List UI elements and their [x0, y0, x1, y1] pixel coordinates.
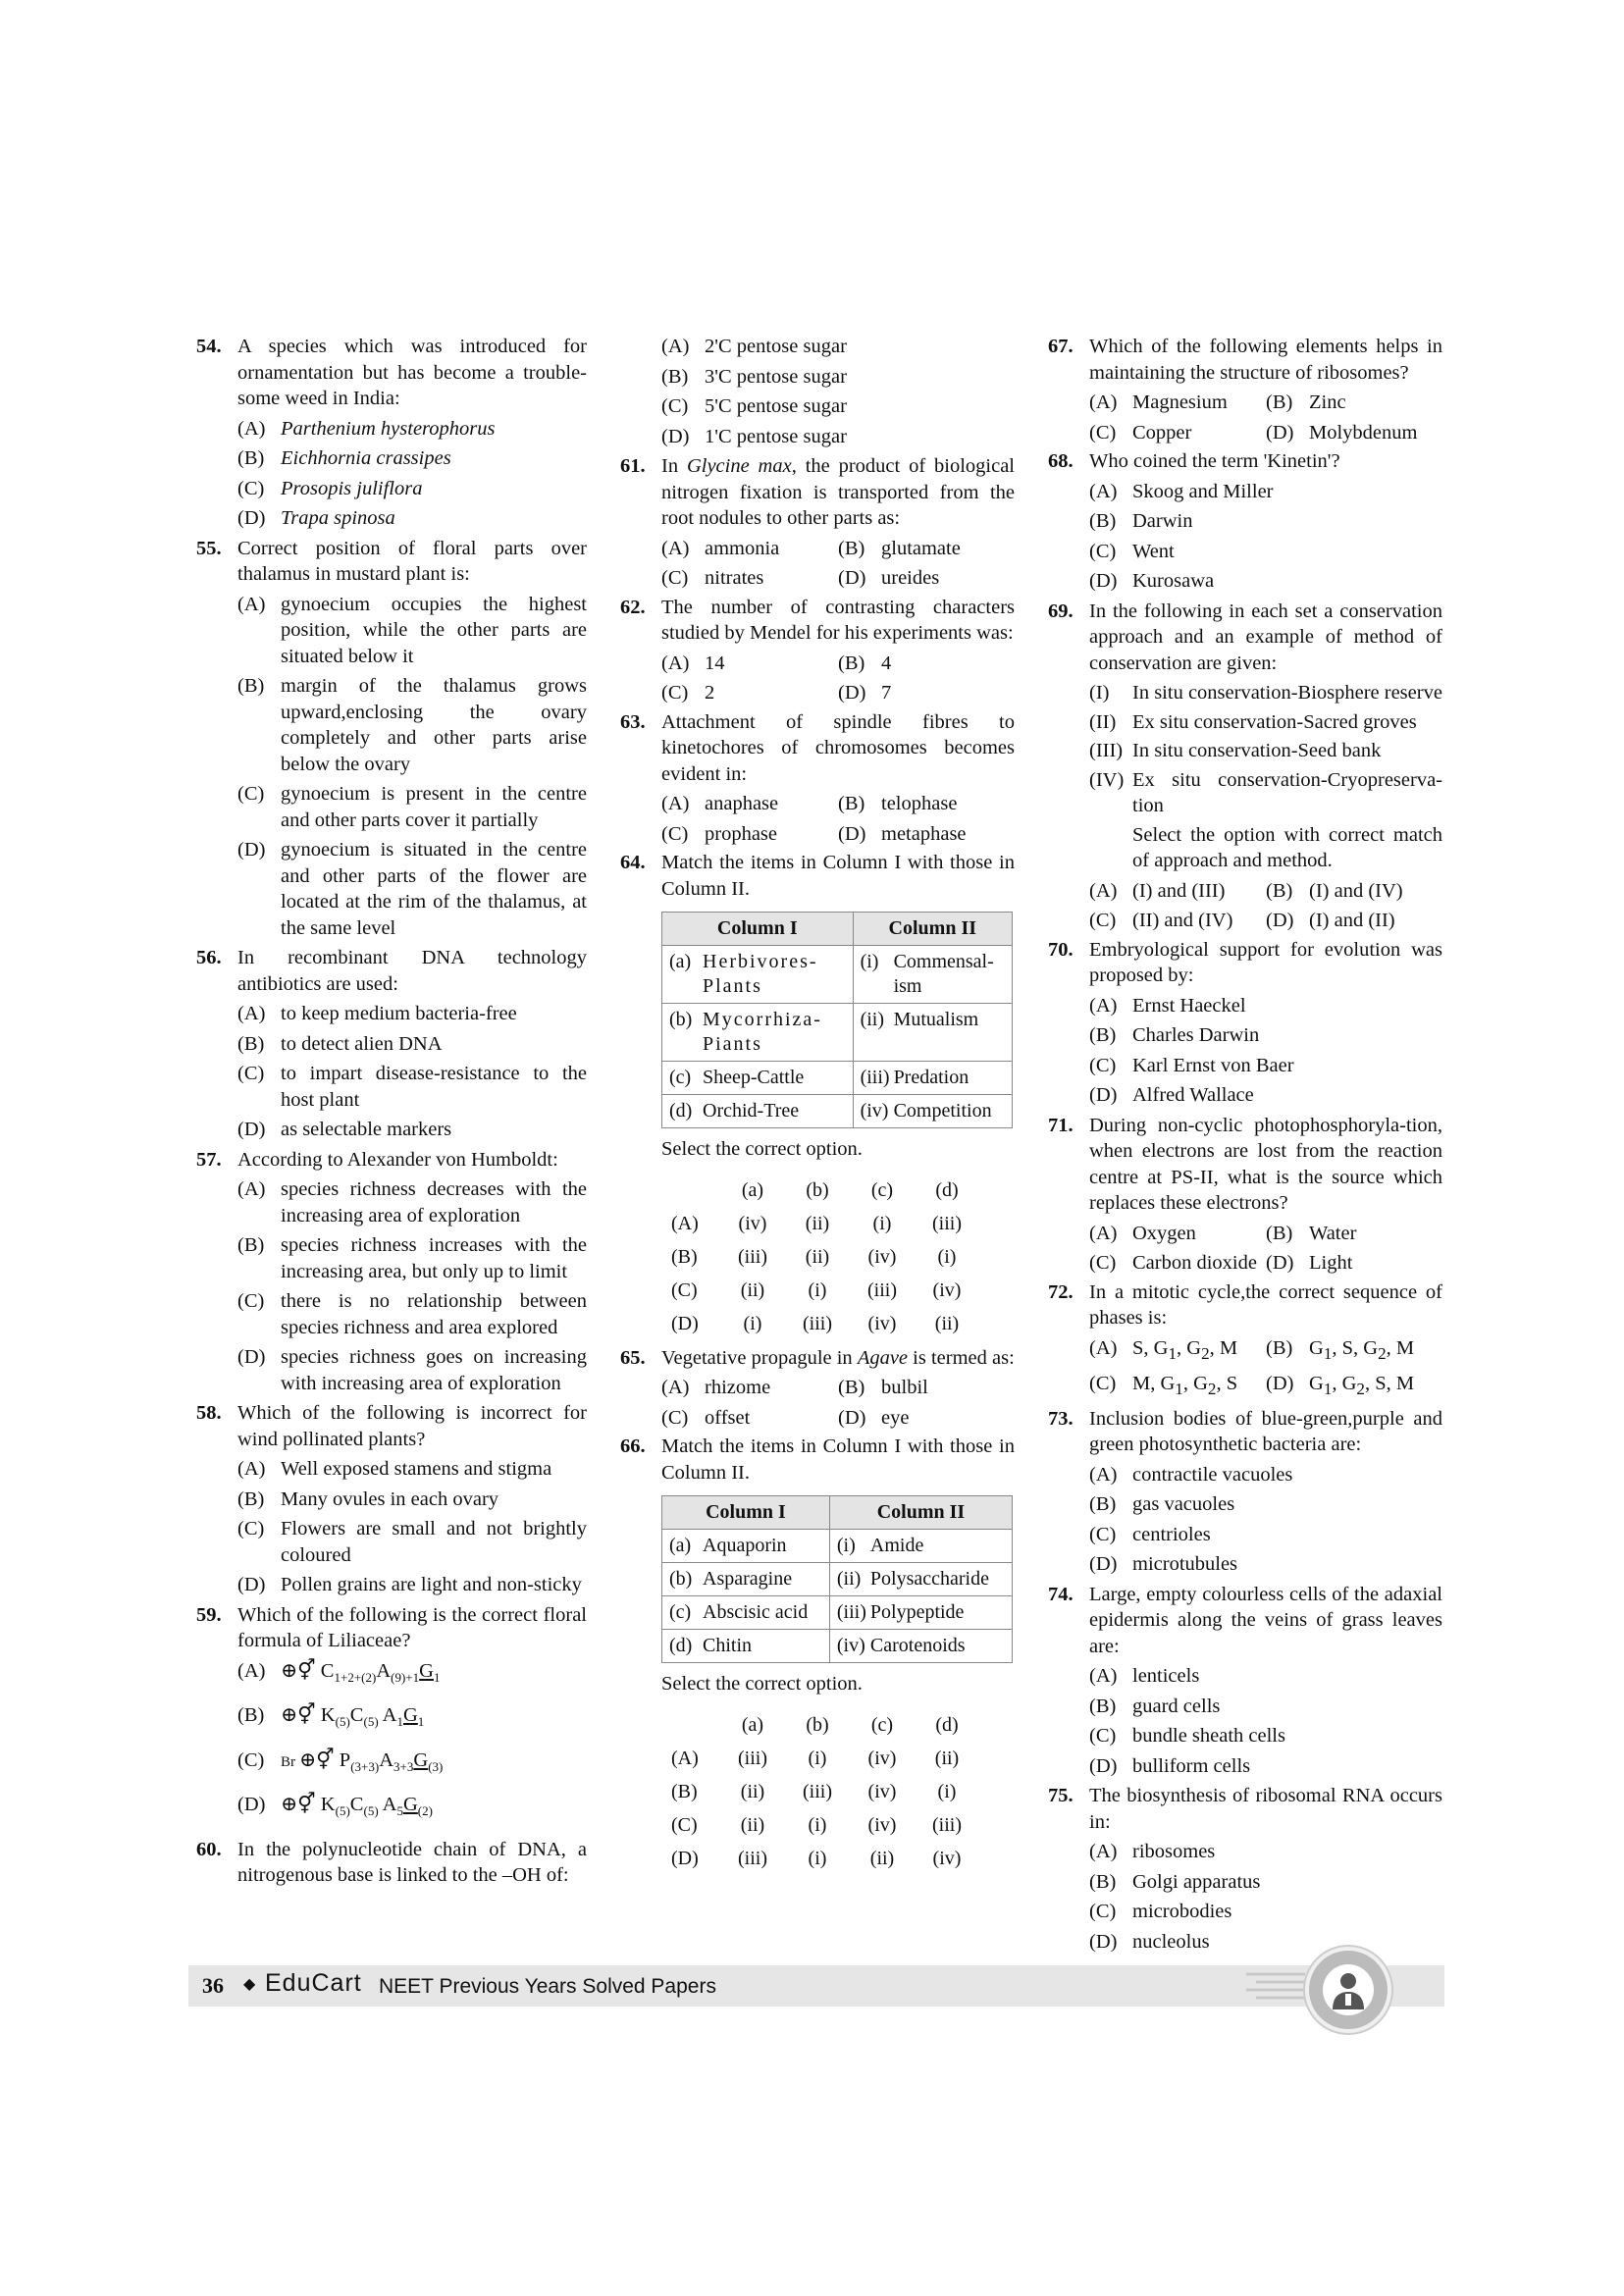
option-d: (D) 7: [838, 682, 892, 704]
question-number: 62.: [620, 596, 646, 618]
question-number: 72.: [1048, 1280, 1074, 1303]
question-text: During non-cyclic photophosphoryla-tion, when electrons are lost from the reaction centre at PS-II, what is the source which replaces these electrons?: [1089, 1114, 1442, 1214]
option-c: (C) Copper: [1089, 421, 1192, 444]
floral-formula: ⊕⚥ $C_{1+2+(2)}A_{(9)+1}G_1$: [281, 1659, 441, 1685]
answer-row: (B) (ii) (iii) (iv) (i): [671, 1781, 957, 1803]
table-row: (d) Chitin (iv) Carotenoids: [662, 1630, 1013, 1663]
option-d: (D) eye: [838, 1406, 910, 1429]
option-a: (A) Skoog and Miller: [1089, 480, 1274, 502]
question-67: [1048, 334, 1442, 445]
option-a: (A) gynoecium occupies the highest position, while the other parts are situated below it: [237, 593, 587, 667]
question-75: [1048, 1783, 1442, 1955]
table-row: (c) Abscisic acid (iii) Polypeptide: [662, 1596, 1013, 1630]
statement-ii: (II) Ex situ conservation-Sacred groves: [1089, 710, 1417, 733]
option-d: (D) bulliform cells: [1089, 1754, 1251, 1777]
question-number: 71.: [1048, 1114, 1074, 1136]
option-d: (D) microtubules: [1089, 1553, 1238, 1576]
table-row: (d) Orchid-Tree (iv) Competition: [662, 1095, 1013, 1128]
option-c: (C) to impart disease-resistance to the host plant: [237, 1063, 587, 1111]
answer-row: (D) (iii) (i) (ii) (iv): [671, 1848, 962, 1870]
question-68: [1048, 448, 1442, 595]
question-62: [620, 595, 1015, 706]
option-c: (C) centrioles: [1089, 1523, 1211, 1545]
question-57: [196, 1147, 587, 1397]
question-text: Match the items in Column I with those in Column II.: [661, 852, 1015, 900]
stripes-decoration: [1246, 1968, 1305, 2004]
question-text: In a mitotic cycle,the correct sequence of phases is:: [1089, 1280, 1442, 1329]
question-60-options: [661, 334, 1015, 449]
question-74: [1048, 1582, 1442, 1780]
option-b: (B) 4: [838, 652, 892, 674]
option-a: (A) ⊕⚥ $C_{1+2+(2)}A_{(9)+1}G_1$: [237, 1658, 587, 1692]
option-c: (C) (II) and (IV): [1089, 910, 1233, 931]
select-instruction: Select the correct option.: [661, 1138, 863, 1160]
option-b: (B) Water: [1266, 1222, 1357, 1244]
option-d: (D) as selectable markers: [237, 1119, 452, 1140]
answer-grid: (a) (b) (c) (d) (A) (iv) (ii) (i) (iii) (B) (iii) (ii) (iv) (i) (C) (ii) (i) (iii) (iv) (D) (i) (iii) (iv) (ii): [671, 1174, 979, 1341]
option-c: (C) Went: [1089, 540, 1175, 562]
statement-iv: (IV) Ex situ conservation-Cryopreserva-tion: [1089, 768, 1442, 816]
question-number: 67.: [1048, 336, 1074, 357]
option-c: (C) offset: [661, 1406, 751, 1429]
option-a: (A) S, $G_1$, $G_2$, M: [1089, 1336, 1238, 1363]
option-d: (D) species richness goes on increasing with increasing area of exploration: [237, 1346, 587, 1394]
question-number: 59.: [196, 1603, 222, 1626]
statement-i: (I) In situ conservation-Biosphere reserve: [1089, 682, 1442, 704]
option-d: (D) Alfred Wallace: [1089, 1084, 1254, 1106]
page-number: 36: [202, 1973, 224, 1998]
table-row: (b) Asparagine (ii) Polysaccharide: [662, 1563, 1013, 1596]
answer-row: (B) (iii) (ii) (iv) (i): [671, 1246, 957, 1269]
column-middle: [620, 334, 1015, 1879]
match-table: [661, 1495, 1013, 1663]
floral-formula: Br ⊕⚥ $P_{(3+3)}A_{3+3}G_{(3)}$: [281, 1748, 444, 1774]
floral-formula: ⊕⚥ $K_{(5)}C_{(5)}$ $A_5G_{(2)}$: [281, 1794, 433, 1819]
option-b: (B) Darwin: [1089, 510, 1193, 532]
question-number: 66.: [620, 1435, 646, 1457]
question-number: 60.: [196, 1838, 222, 1860]
option-a: (A) rhizome: [661, 1377, 771, 1398]
question-number: 64.: [620, 852, 646, 873]
question-text: Large, empty colourless cells of the adaxial epidermis along the veins of grass leaves are:: [1089, 1583, 1442, 1657]
select-instruction: Select the correct option.: [661, 1673, 863, 1695]
answer-grid: (a) (b) (c) (d) (A) (iii) (i) (iv) (ii) (B) (ii) (iii) (iv) (i) (C) (ii) (i) (iv) (iii) (D) (iii) (i) (ii) (iv): [671, 1709, 979, 1876]
question-text: Which of the following elements helps in maintaining the structure of ribosomes?: [1089, 336, 1442, 384]
table-row: (b) Mycorrhiza-Piants (ii) Mutualism: [662, 1004, 1013, 1062]
question-text: Match the items in Column I with those in Column II.: [661, 1435, 1015, 1484]
question-number: 75.: [1048, 1785, 1074, 1807]
brand-logo: EduCart: [265, 1969, 362, 1997]
option-d: (D) Pollen grains are light and non-sticky: [237, 1574, 582, 1595]
question-number: 68.: [1048, 450, 1074, 472]
option-a: (A) ammonia: [661, 537, 780, 559]
option-b: (B) to detect alien DNA: [237, 1032, 443, 1055]
question-number: 65.: [620, 1346, 646, 1369]
option-b: (B) telophase: [838, 793, 958, 814]
option-a: (A) Oxygen: [1089, 1222, 1196, 1244]
option-c: (C) M, $G_1$, $G_2$, S: [1089, 1373, 1238, 1399]
question-number: 63.: [620, 710, 646, 733]
option-c: (C) 2: [661, 682, 715, 704]
option-b: (B) (I) and (IV): [1266, 879, 1403, 902]
answer-row: (C) (ii) (i) (iv) (iii): [671, 1814, 962, 1837]
option-a: (A) contractile vacuoles: [1089, 1463, 1293, 1486]
question-58: [196, 1400, 587, 1598]
question-number: 57.: [196, 1148, 222, 1171]
question-text: In the polynucleotide chain of DNA, a nitrogenous base is linked to the –OH of:: [237, 1838, 587, 1887]
question-55: [196, 536, 587, 942]
question-text: In Glycine max, the product of biological nitrogen fixation is transported from the root nodules to other parts as:: [661, 455, 1015, 529]
question-71: [1048, 1113, 1442, 1277]
question-63: [620, 709, 1015, 848]
option-a: (A) to keep medium bacteria-free: [237, 1003, 517, 1024]
option-a: (A) 2'C pentose sugar: [661, 336, 847, 357]
option-c: (C) bundle sheath cells: [1089, 1725, 1285, 1748]
question-text: The biosynthesis of ribosomal RNA occurs in:: [1089, 1785, 1442, 1833]
question-text: In the following in each set a conservation approach and an example of method of conservation are given:: [1089, 600, 1442, 674]
question-69: [1048, 599, 1442, 934]
question-56: [196, 945, 587, 1143]
question-number: 56.: [196, 947, 222, 968]
column-header: Column II: [853, 913, 1012, 946]
option-c: (C) Br ⊕⚥ $P_{(3+3)}A_{3+3}G_{(3)}$: [237, 1748, 587, 1781]
column-header: Column I: [662, 913, 854, 946]
question-text: The number of contrasting characters studied by Mendel for his experiments was:: [661, 596, 1015, 644]
option-b: (B) margin of the thalamus grows upward,enclosing the ovary completely and other parts arise below the ovary: [237, 675, 587, 775]
question-number: 74.: [1048, 1583, 1074, 1605]
question-59: [196, 1602, 587, 1825]
option-a: (A) anaphase: [661, 793, 779, 814]
option-c: (C) 5'C pentose sugar: [661, 395, 847, 417]
option-c: (C) gynoecium is present in the centre and other parts cover it partially: [237, 783, 587, 831]
option-d: (D) Light: [1266, 1252, 1353, 1274]
book-title: NEET Previous Years Solved Papers: [379, 1975, 716, 1998]
column-right: [1048, 334, 1442, 1958]
option-d: (D) 1'C pentose sugar: [661, 425, 847, 447]
question-number: 69.: [1048, 600, 1074, 622]
answer-row: (D) (i) (iii) (iv) (ii): [671, 1313, 960, 1335]
table-row: (a) Aquaporin (i) Amide: [662, 1530, 1013, 1563]
option-a: (A) Well exposed stamens and stigma: [237, 1458, 552, 1480]
question-text: Which of the following is the correct floral formula of Liliaceae?: [237, 1603, 587, 1651]
question-64: [620, 850, 1015, 1341]
question-text: A species which was introduced for ornamentation but has become a trouble-some weed in India:: [237, 336, 587, 409]
question-70: [1048, 937, 1442, 1109]
answer-row: (C) (ii) (i) (iii) (iv): [671, 1279, 962, 1302]
answer-row: (A) (iv) (ii) (i) (iii): [671, 1213, 962, 1235]
option-b: (B) $G_1$, S, $G_2$, M: [1266, 1336, 1415, 1363]
question-73: [1048, 1406, 1442, 1578]
option-a: (A) (I) and (III): [1089, 879, 1226, 902]
column-header: Column I: [662, 1496, 830, 1530]
option-a: (A) species richness decreases with the increasing area of exploration: [237, 1178, 587, 1226]
diamond-icon: ◆: [243, 1976, 256, 1993]
question-text: Which of the following is incorrect for wind pollinated plants?: [237, 1402, 587, 1450]
statement-iii: (III) In situ conservation-Seed bank: [1089, 740, 1382, 761]
option-b: (B) Charles Darwin: [1089, 1024, 1260, 1046]
option-c: (C) Prosopis juliflora: [237, 477, 423, 499]
question-54: [196, 334, 587, 532]
column-left: [196, 334, 587, 1892]
option-d: (D) Molybdenum: [1266, 421, 1418, 444]
option-c: (C) Flowers are small and not brightly coloured: [237, 1518, 587, 1566]
option-d: (D) ureides: [838, 567, 940, 589]
option-b: (B) Golgi apparatus: [1089, 1870, 1261, 1893]
option-b: (B) guard cells: [1089, 1695, 1221, 1717]
option-d: (D) (I) and (II): [1266, 910, 1395, 931]
question-text: In recombinant DNA technology antibiotics are used:: [237, 947, 587, 995]
question-text: According to Alexander von Humboldt:: [237, 1148, 558, 1171]
option-b: (B) 3'C pentose sugar: [661, 365, 847, 388]
option-c: (C) prophase: [661, 822, 778, 845]
option-c: (C) microbodies: [1089, 1901, 1232, 1923]
question-text: Embryological support for evolution was proposed by:: [1089, 938, 1442, 986]
option-b: (B) Many ovules in each ovary: [237, 1487, 499, 1510]
question-number: 70.: [1048, 938, 1074, 961]
question-number: 55.: [196, 537, 222, 559]
option-b: (B) bulbil: [838, 1377, 928, 1398]
question-66: [620, 1434, 1015, 1876]
option-b: (B) glutamate: [838, 537, 961, 559]
question-number: 54.: [196, 336, 222, 357]
option-d: (D) $G_1$, $G_2$, S, M: [1266, 1373, 1415, 1399]
option-d: (D) metaphase: [838, 822, 967, 845]
option-a: (A) Magnesium: [1089, 391, 1228, 413]
option-b: (B) Zinc: [1266, 391, 1346, 413]
question-65: [620, 1345, 1015, 1432]
instruction-note: Select the option with correct match of approach and method.: [1132, 823, 1442, 871]
doctor-icon: [1305, 1947, 1391, 2033]
column-header: Column II: [829, 1496, 1012, 1530]
option-b: (B) Eichhornia crassipes: [237, 447, 451, 469]
question-text: Correct position of floral parts over thalamus in mustard plant is:: [237, 537, 587, 585]
option-a: (A) 14: [661, 652, 725, 674]
option-a: (A) ribosomes: [1089, 1841, 1216, 1863]
option-d: (D) Kurosawa: [1089, 570, 1215, 592]
option-a: (A) Parthenium hysterophorus: [237, 417, 496, 440]
floral-formula: ⊕⚥ $K_{(5)}C_{(5)}$ $A_1G_1$: [281, 1704, 425, 1730]
question-number: 61.: [620, 455, 646, 477]
option-d: (D) ⊕⚥ $K_{(5)}C_{(5)}$ $A_5G_{(2)}$: [237, 1792, 587, 1825]
match-table: [661, 912, 1013, 1128]
option-d: (D) nucleolus: [1089, 1930, 1210, 1953]
question-text: Vegetative propagule in Agave is termed as:: [661, 1346, 1015, 1369]
question-60: [196, 1837, 587, 1889]
option-a: (A) lenticels: [1089, 1665, 1200, 1688]
option-d: (D) Trapa spinosa: [237, 507, 395, 529]
option-b: (B) gas vacuoles: [1089, 1493, 1235, 1516]
question-61: [620, 453, 1015, 592]
question-number: 73.: [1048, 1407, 1074, 1430]
table-row: (c) Sheep-Cattle (iii) Predation: [662, 1062, 1013, 1095]
option-b: (B) ⊕⚥ $K_{(5)}C_{(5)}$ $A_1G_1$: [237, 1702, 587, 1736]
option-a: (A) Ernst Haeckel: [1089, 994, 1246, 1017]
question-72: [1048, 1279, 1442, 1403]
option-c: (C) there is no relationship between species richness and area explored: [237, 1290, 587, 1338]
question-number: 58.: [196, 1402, 222, 1424]
option-c: (C) nitrates: [661, 567, 764, 589]
question-text: Who coined the term 'Kinetin'?: [1089, 450, 1340, 472]
option-d: (D) gynoecium is situated in the centre and other parts of the flower are located at the rim of the thalamus, at the same level: [237, 839, 587, 939]
answer-row: (A) (iii) (i) (iv) (ii): [671, 1748, 960, 1770]
option-b: (B) species richness increases with the increasing area, but only up to limit: [237, 1234, 587, 1282]
question-text: Attachment of spindle fibres to kinetochores of chromosomes becomes evident in:: [661, 710, 1015, 785]
option-c: (C) Karl Ernst von Baer: [1089, 1054, 1294, 1076]
question-text: Inclusion bodies of blue-green,purple and green photosynthetic bacteria are:: [1089, 1407, 1442, 1456]
option-c: (C) Carbon dioxide: [1089, 1252, 1257, 1274]
table-row: (a) Herbivores-Plants (i) Commensal-ism: [662, 946, 1013, 1004]
